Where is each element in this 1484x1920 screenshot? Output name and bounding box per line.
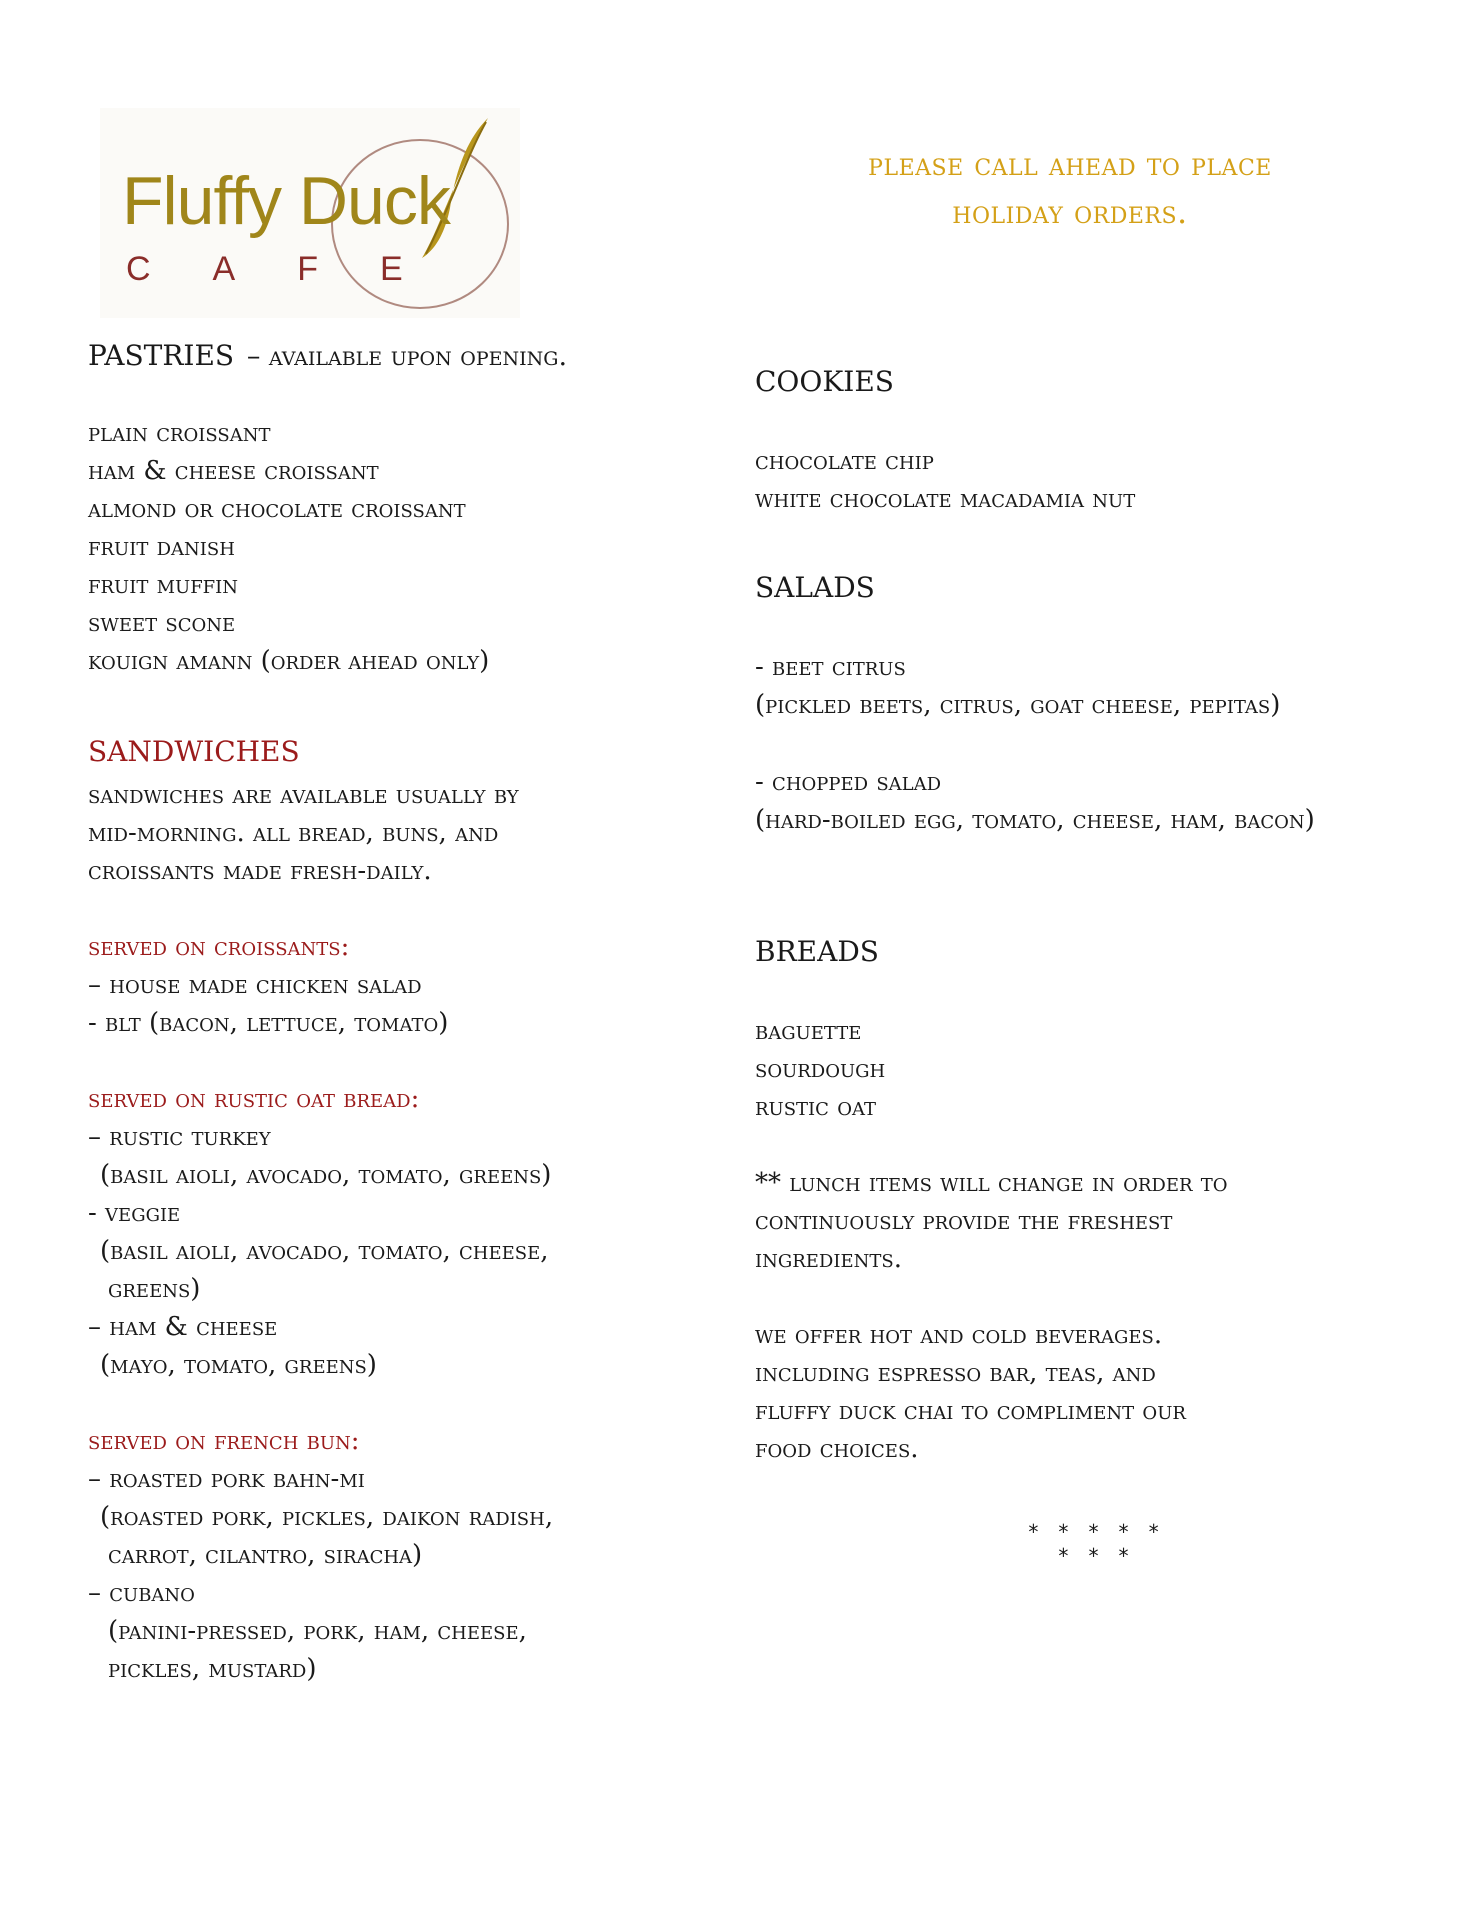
list-item: almond or chocolate croissant: [88, 494, 466, 524]
lunch-note: continuously provide the freshest: [755, 1206, 1173, 1236]
list-item: sourdough: [755, 1054, 886, 1084]
list-item: fruit muffin: [88, 570, 239, 600]
sandwiches-intro: croissants made fresh-daily.: [88, 856, 432, 886]
list-item: - blt (bacon, lettuce, tomato): [88, 1008, 449, 1038]
croissants-subheading: served on croissants:: [88, 932, 350, 962]
logo-wordmark: Fluffy Duck: [122, 163, 450, 239]
pastries-subtitle: – available upon opening.: [246, 341, 568, 372]
salad-description: (pickled beets, citrus, goat cheese, pepitas): [755, 690, 1281, 720]
sandwiches-heading: sandwiches: [88, 725, 300, 771]
beverage-note: we offer hot and cold beverages.: [755, 1320, 1163, 1350]
cafe-logo: [100, 108, 520, 318]
notice-line-1: please call ahead to place: [868, 145, 1272, 183]
list-item: - veggie: [88, 1198, 181, 1228]
list-item: sweet scone: [88, 608, 236, 638]
sandwiches-intro: mid-morning. all bread, buns, and: [88, 818, 499, 848]
section-divider: * * * * * * * *: [1027, 1520, 1163, 1568]
breads-heading: breads: [755, 925, 879, 971]
list-item: – roasted pork bahn-mi: [88, 1464, 365, 1494]
list-item: white chocolate macadamia nut: [755, 484, 1136, 514]
beverage-note: including espresso bar, teas, and: [755, 1358, 1156, 1388]
list-item: ham & cheese croissant: [88, 456, 379, 486]
list-item: (basil aioli, avocado, tomato, cheese,: [100, 1236, 549, 1266]
lunch-note: ** lunch items will change in order to: [755, 1168, 1228, 1198]
list-item: pickles, mustard): [108, 1654, 317, 1684]
list-item: kouign amann (order ahead only): [88, 646, 490, 676]
notice-line-2: holiday orders.: [952, 193, 1188, 231]
list-item: - chopped salad: [755, 767, 942, 797]
list-item: chocolate chip: [755, 446, 934, 476]
salad-description: (hard-boiled egg, tomato, cheese, ham, bacon): [755, 805, 1315, 835]
list-item: – rustic turkey: [88, 1122, 271, 1152]
logo-subtitle: CAFE: [126, 250, 465, 288]
list-item: (panini-pressed, pork, ham, cheese,: [108, 1616, 527, 1646]
pastries-heading: [88, 328, 567, 381]
list-item: - beet citrus: [755, 652, 906, 682]
salads-heading: salads: [755, 561, 875, 607]
beverage-note: food choices.: [755, 1434, 919, 1464]
list-item: – house made chicken salad: [88, 970, 422, 1000]
list-item: – cubano: [88, 1578, 195, 1608]
beverage-note: fluffy duck chai to compliment our: [755, 1396, 1186, 1426]
list-item: (mayo, tomato, greens): [100, 1350, 377, 1380]
cookies-heading: cookies: [755, 355, 894, 401]
sandwiches-intro: sandwiches are available usually by: [88, 780, 519, 810]
bun-subheading: served on french bun:: [88, 1426, 360, 1456]
list-item: baguette: [755, 1016, 862, 1046]
list-item: carrot, cilantro, siracha): [108, 1540, 423, 1570]
list-item: rustic oat: [755, 1092, 876, 1122]
holiday-notice: [770, 140, 1370, 236]
list-item: (basil aioli, avocado, tomato, greens): [100, 1160, 552, 1190]
list-item: – ham & cheese: [88, 1312, 278, 1342]
oat-subheading: served on rustic oat bread:: [88, 1084, 420, 1114]
list-item: (roasted pork, pickles, daikon radish,: [100, 1502, 554, 1532]
list-item: greens): [108, 1274, 201, 1304]
list-item: plain croissant: [88, 418, 271, 448]
list-item: fruit danish: [88, 532, 235, 562]
pastries-title: pastries: [88, 329, 235, 375]
lunch-note: ingredients.: [755, 1244, 902, 1274]
